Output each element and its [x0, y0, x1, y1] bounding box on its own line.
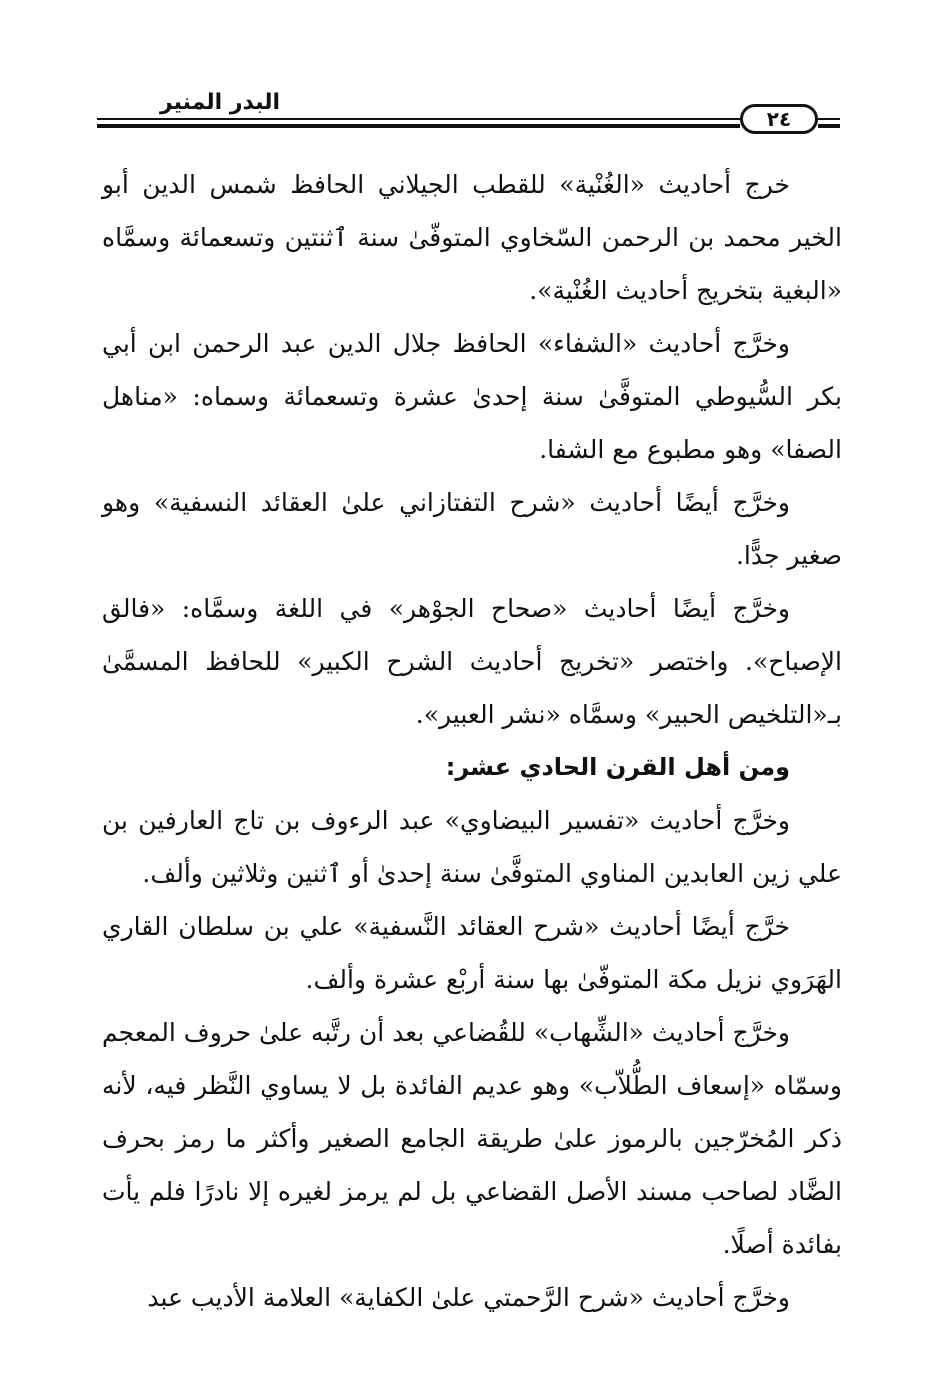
paragraph-rahmati: وخرَّج أحاديث «شرح الرَّحمتي علىٰ الكفاية» العلامة الأديب عبد	[147, 1283, 790, 1312]
section-heading: ومن أهل القرن الحادي عشر:	[445, 753, 790, 781]
header-rule-right-thick	[818, 124, 840, 128]
paragraph-ghunya: خرج أحاديث «الغُنْية» للقطب الجيلاني الحافظ شمس الدين أبو الخير محمد بن الرحمن السّخاوي المتوفّىٰ سنة ٱثنتين وتسعمائة وسمَّاه «البغية بتخريج أحاديث الغُنْية».	[102, 170, 842, 305]
header-rule-thick	[97, 124, 740, 128]
paragraph-nasafiya: خرَّج أيضًا أحاديث «شرح العقائد النَّسفية» علي بن سلطان القاري الهَرَوي نزيل مكة المتوفّىٰ بها سنة أربْع عشرة وألف.	[102, 912, 842, 994]
running-header-title: البدر المنير	[159, 90, 280, 115]
page-number: ٢٤	[740, 104, 818, 134]
header-rule-right	[818, 118, 840, 120]
paragraph-sihah: وخرَّج أيضًا أحاديث «صحاح الجوْهر» في اللغة وسمَّاه: «فالق الإصباح». واختصر «تخريج أحاديث الشرح الكبير» للحافظ المسمَّىٰ بـ«التلخيص الحبير» وسمَّاه «نشر العبير».	[102, 594, 842, 729]
paragraph-shihab: وخرَّج أحاديث «الشِّهاب» للقُضاعي بعد أن رتَّبه علىٰ حروف المعجم وسمّاه «إسعاف الطُّلاّب» وهو عديم الفائدة بل لا يساوي النَّظر فيه، لأنه ذكر المُخرّجين بالرموز علىٰ طريقة الجامع الصغير وأكثر ما رمز بحرف الضَّاد لصاحب مسند الأصل القضاعي بل لم يرمز لغيره إلا نادرًا فلم يأت بفائدة أصلًا.	[102, 1018, 842, 1259]
paragraph-shifa: وخرَّج أحاديث «الشفاء» الحافظ جلال الدين عبد الرحمن ابن أبي بكر السُّيوطي المتوفَّىٰ سنة إحدىٰ عشرة وتسعمائة وسماه: «مناهل الصفا» وهو مطبوع مع الشفا.	[102, 329, 842, 464]
page-body	[102, 158, 842, 1324]
paragraph-taftazani: وخرَّج أيضًا أحاديث «شرح التفتازاني علىٰ العقائد النسفية» وهو صغير جدًّا.	[102, 488, 842, 570]
paragraph-baydawi: وخرَّج أحاديث «تفسير البيضاوي» عبد الرءوف بن تاج العارفين بن علي زين العابدين المناوي المتوفَّىٰ سنة إحدىٰ أو ٱثنين وثلاثين وألف.	[102, 806, 842, 888]
header-rule	[97, 118, 740, 120]
